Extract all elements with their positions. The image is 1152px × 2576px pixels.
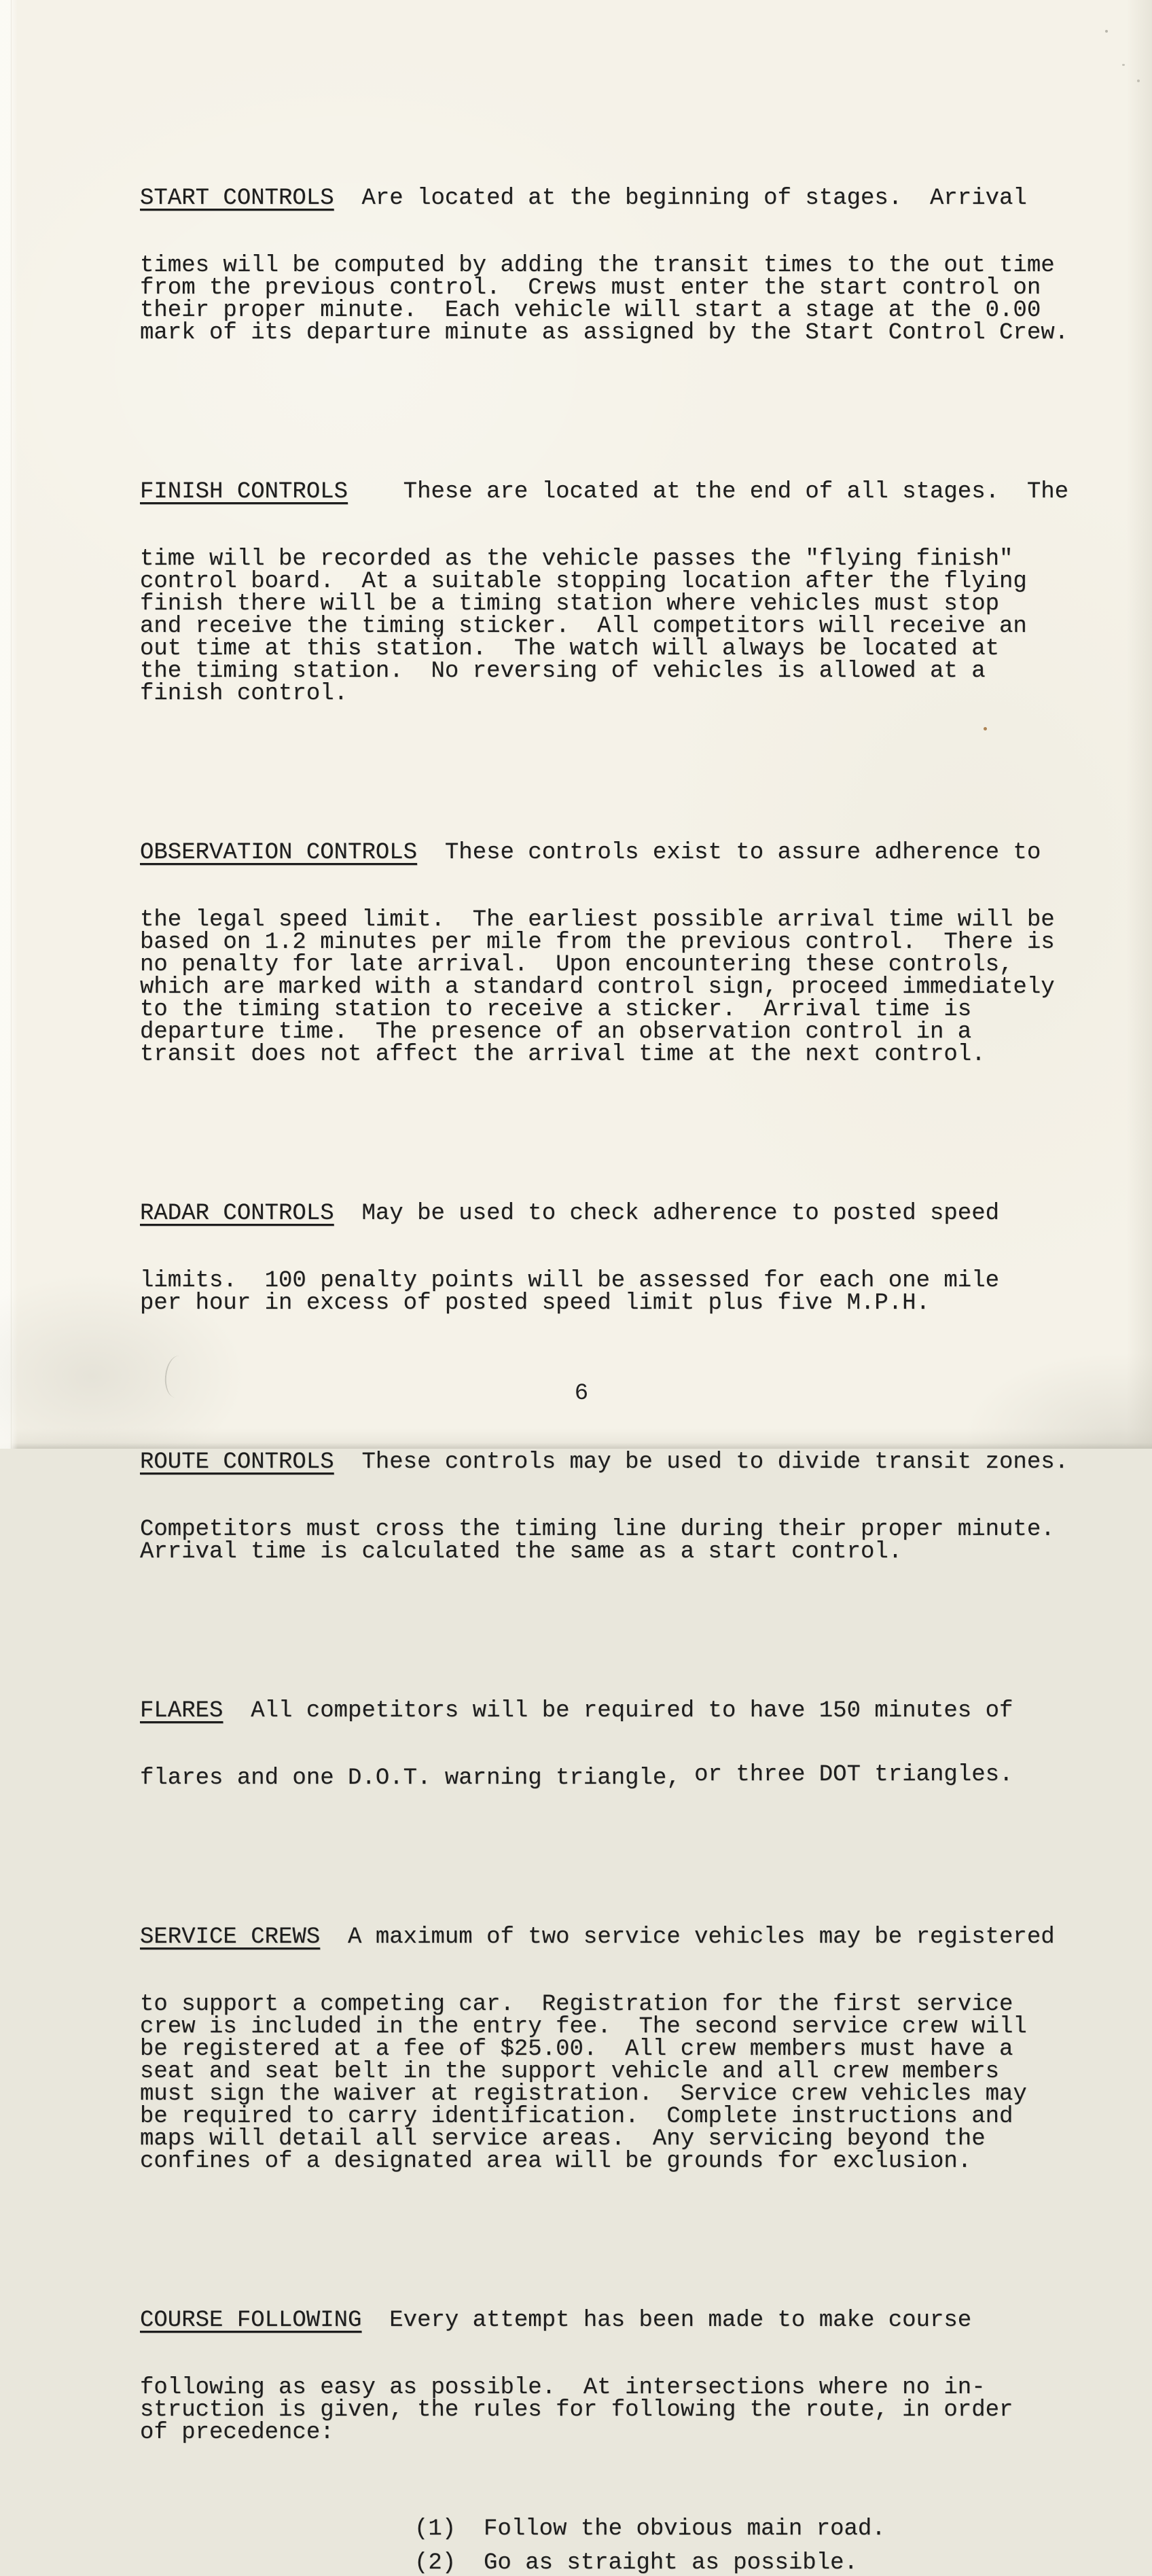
- text-run: All competitors will be required to have 150 minutes of: [223, 1698, 1013, 1724]
- text-run: Every attempt has been made to make course: [361, 2308, 972, 2333]
- text-line: based on 1.2 minutes per mile from the previous control. There is: [140, 930, 1055, 955]
- section-heading: FINISH CONTROLS: [140, 479, 348, 505]
- text-run: flares and one D.O.T. warning triangle,: [140, 1765, 681, 1791]
- text-run: These are located at the end of all stages. The: [348, 479, 1069, 505]
- section-heading: OBSERVATION CONTROLS: [140, 840, 418, 866]
- text-line: seat and seat belt in the support vehicle and all crew members: [140, 2059, 1000, 2085]
- precedence-list: [140, 2518, 1077, 2575]
- text-line: struction is given, the rules for following the route, in order: [140, 2397, 1013, 2423]
- text-line: limits. 100 penalty points will be assessed for each one mile: [140, 1268, 1000, 1294]
- text-line: [140, 481, 1077, 504]
- text-line: following as easy as possible. At intersections where no in-: [140, 2375, 986, 2401]
- section-heading: RADAR CONTROLS: [140, 1201, 334, 1227]
- text-run: Are located at the beginning of stages. Arrival: [334, 186, 1027, 211]
- text-run: May be used to check adherence to posted speed: [334, 1201, 1000, 1227]
- text-line: [140, 842, 1077, 864]
- text-paragraph: [140, 436, 1077, 705]
- paper-edge-line: [11, 0, 12, 1449]
- text-line: mark of its departure minute as assigned by the Start Control Crew.: [140, 320, 1069, 346]
- text-line: out time at this station. The watch will always be located at: [140, 636, 1000, 662]
- scan-speck: [1105, 30, 1108, 33]
- scan-speck: [1122, 64, 1125, 66]
- text-line: no penalty for late arrival. Upon encountering these controls,: [140, 952, 1013, 978]
- text-line: Arrival time is calculated the same as a start control.: [140, 1539, 903, 1565]
- text-paragraph: [140, 2265, 1077, 2444]
- section-heading: START CONTROLS: [140, 186, 334, 211]
- text-line: and receive the timing sticker. All competitors will receive an: [140, 614, 1027, 639]
- text-line: maps will detail all service areas. Any servicing beyond the: [140, 2126, 986, 2152]
- text-line: finish control.: [140, 681, 348, 707]
- section-heading: SERVICE CREWS: [140, 1924, 321, 1950]
- page-number: 6: [574, 1381, 589, 1407]
- text-line: [140, 188, 1077, 210]
- text-line: confines of a designated area will be grounds for exclusion.: [140, 2149, 972, 2174]
- text-line: Competitors must cross the timing line during their proper minute.: [140, 1517, 1055, 1542]
- text-run: These controls may be used to divide transit zones.: [334, 1449, 1069, 1475]
- text-line: their proper minute. Each vehicle will start a stage at the 0.00: [140, 298, 1041, 323]
- ink-speck: [984, 727, 987, 730]
- text-line: be required to carry identification. Complete instructions and: [140, 2104, 1013, 2130]
- text-line: [140, 2310, 1077, 2332]
- text-line: times will be computed by adding the transit times to the out time: [140, 253, 1055, 279]
- list-item: (2) Go as straight as possible.: [414, 2550, 858, 2576]
- text-line: of precedence:: [140, 2420, 334, 2446]
- text-paragraph: [140, 1158, 1077, 1315]
- text-line: to support a competing car. Registration for the first service: [140, 1992, 1013, 2017]
- text-line: to the timing station to receive a sticker. Arrival time is: [140, 997, 972, 1023]
- text-line: departure time. The presence of an observation control in a: [140, 1019, 972, 1045]
- text-line: [140, 1700, 1077, 1723]
- section-heading: ROUTE CONTROLS: [140, 1449, 334, 1475]
- document-body: [140, 0, 1077, 2575]
- text-line: time will be recorded as the vehicle passes the "flying finish": [140, 546, 1013, 572]
- text-run: These controls exist to assure adherence to: [417, 840, 1041, 866]
- text-line: must sign the waiver at registration. Service crew vehicles may: [140, 2081, 1027, 2107]
- text-line: be registered at a fee of $25.00. All crew members must have a: [140, 2036, 1013, 2062]
- text-line: which are marked with a standard control sign, proceed immediately: [140, 974, 1055, 1000]
- section-heading: COURSE FOLLOWING: [140, 2308, 362, 2333]
- text-paragraph: [140, 143, 1077, 345]
- text-paragraph: [140, 797, 1077, 1066]
- scan-speck: [1137, 80, 1140, 82]
- text-line: the legal speed limit. The earliest possible arrival time will be: [140, 907, 1055, 933]
- text-paragraph: [140, 1655, 1077, 1790]
- text-line: per hour in excess of posted speed limit plus five M.P.H.: [140, 1290, 930, 1316]
- text-run: or three DOT triangles.: [680, 1762, 1013, 1788]
- text-paragraph: [140, 1407, 1077, 1564]
- text-line: crew is included in the entry fee. The second service crew will: [140, 2014, 1027, 2040]
- text-paragraph: [140, 1882, 1077, 2173]
- text-line: control board. At a suitable stopping location after the flying: [140, 569, 1027, 595]
- text-line: from the previous control. Crews must enter the start control on: [140, 275, 1041, 301]
- text-line: [140, 1451, 1077, 1474]
- section-heading: FLARES: [140, 1698, 223, 1724]
- text-line: [140, 1762, 1077, 1791]
- text-line: the timing station. No reversing of vehicles is allowed at a: [140, 658, 986, 684]
- text-line: transit does not affect the arrival time at the next control.: [140, 1042, 986, 1068]
- text-line: [140, 1926, 1077, 1949]
- text-run: A maximum of two service vehicles may be registered: [320, 1924, 1055, 1950]
- text-line: finish there will be a timing station where vehicles must stop: [140, 591, 1000, 617]
- text-line: [140, 1203, 1077, 1225]
- list-item: (1) Follow the obvious main road.: [414, 2516, 886, 2542]
